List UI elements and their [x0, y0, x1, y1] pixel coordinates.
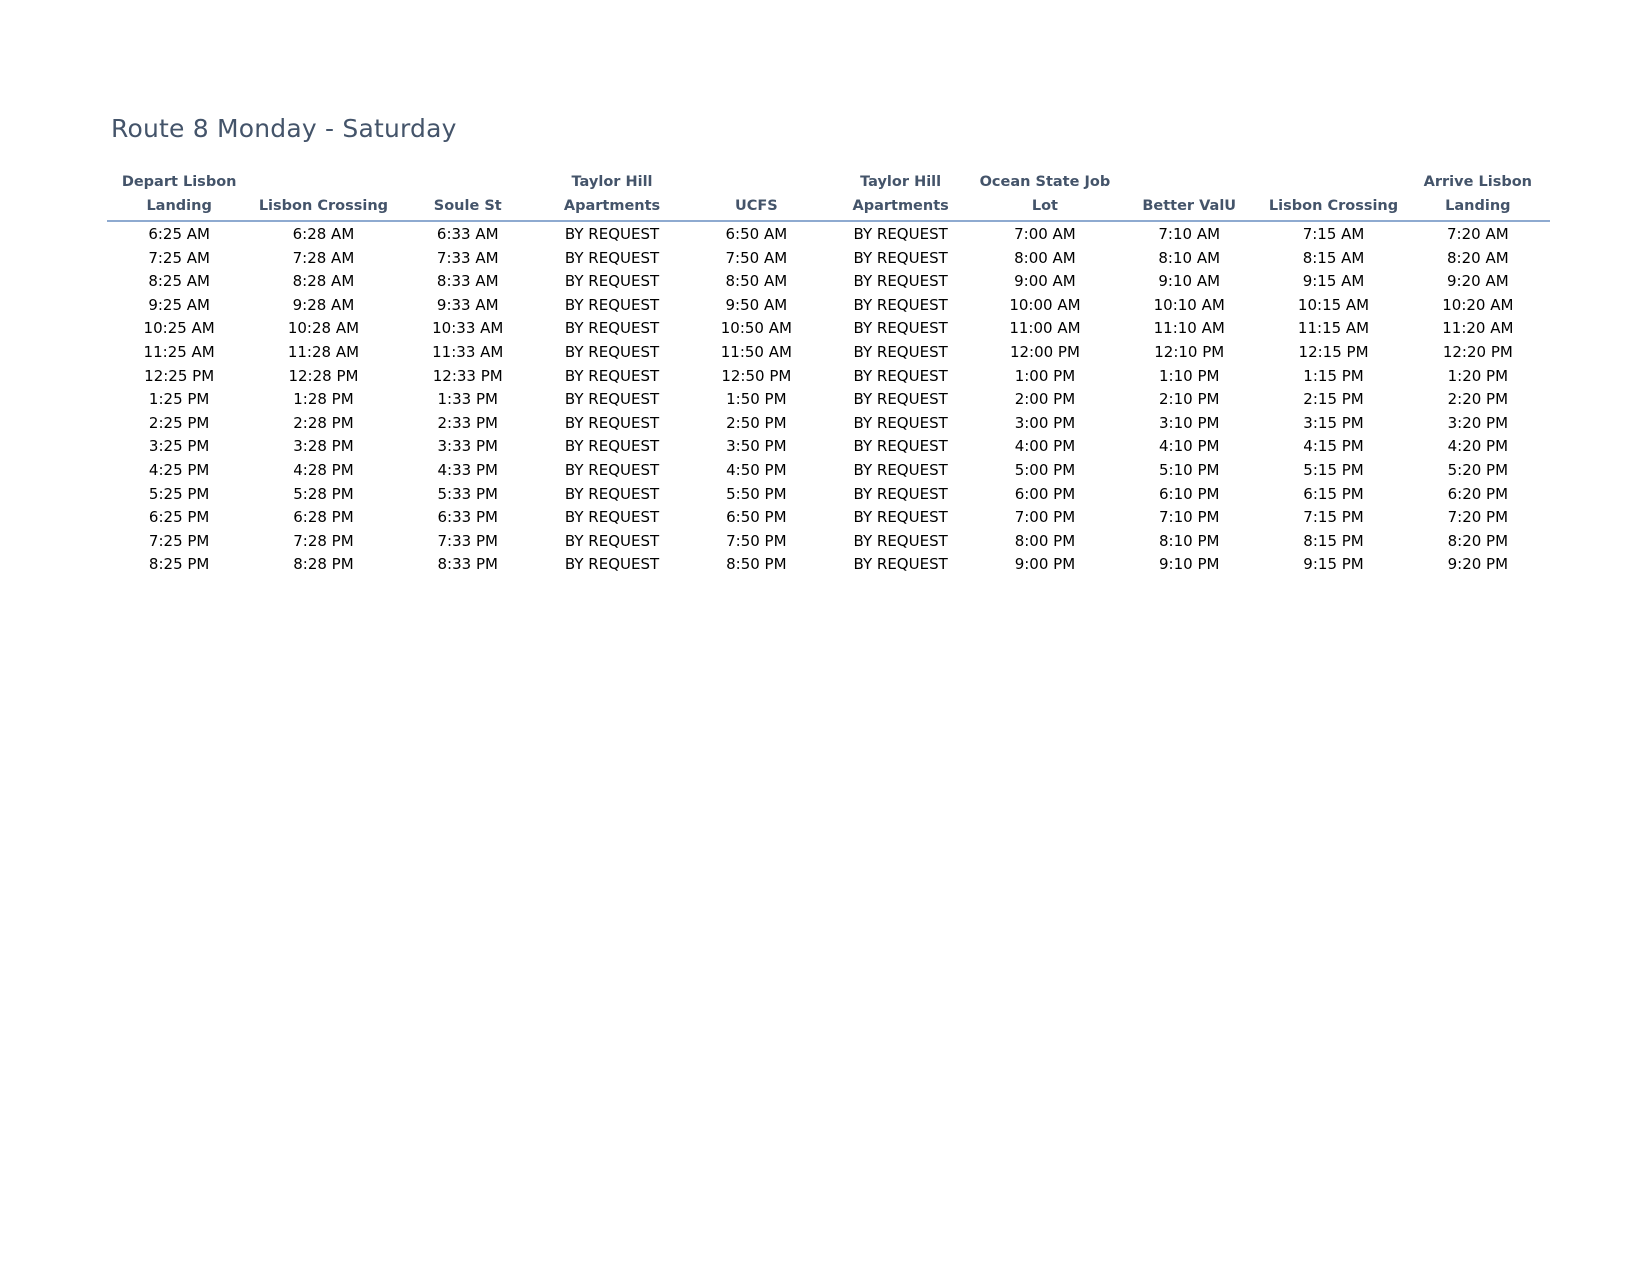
table-cell: 8:28 AM — [292, 272, 355, 291]
column-header-depart-lisbon-landing: Depart Lisbon Landing — [107, 170, 251, 221]
table-cell: 1:10 PM — [1159, 366, 1220, 385]
table-cell: 8:33 AM — [436, 272, 499, 291]
column-header-ucfs: UCFS — [684, 170, 828, 221]
table-cell: 8:10 AM — [1158, 248, 1221, 267]
table-cell: 2:15 PM — [1303, 390, 1364, 409]
table-cell: BY REQUEST — [564, 390, 660, 409]
table-cell: 1:20 PM — [1447, 366, 1509, 385]
table-cell: 4:25 PM — [148, 460, 210, 479]
table-cell: 5:50 PM — [726, 484, 787, 503]
table-cell: 1:00 PM — [1014, 366, 1076, 385]
table-cell: 8:50 PM — [726, 555, 787, 574]
column-header-lisbon-crossing: Lisbon Crossing — [251, 170, 395, 221]
table-cell: 7:50 PM — [726, 531, 787, 550]
table-cell: 11:15 AM — [1297, 319, 1370, 338]
table-cell: 6:33 AM — [436, 225, 499, 243]
table-cell: 5:33 PM — [437, 484, 498, 503]
table-cell: 4:20 PM — [1447, 437, 1509, 456]
schedule-table — [107, 170, 1550, 577]
table-cell: 7:20 AM — [1447, 225, 1509, 243]
table-row — [107, 247, 1550, 271]
table-cell: BY REQUEST — [564, 437, 660, 456]
table-cell: 8:20 PM — [1447, 531, 1509, 550]
table-cell: 1:33 PM — [437, 390, 498, 409]
table-cell: 12:10 PM — [1154, 342, 1225, 361]
table-row — [107, 341, 1550, 365]
table-cell: 6:33 PM — [437, 508, 498, 527]
table-cell: BY REQUEST — [853, 319, 948, 338]
table-cell: 10:00 AM — [1009, 295, 1081, 314]
schedule-header — [107, 170, 1550, 221]
table-cell: BY REQUEST — [853, 366, 948, 385]
table-cell: BY REQUEST — [564, 531, 660, 550]
table-cell: 11:10 AM — [1153, 319, 1225, 338]
table-cell: 2:10 PM — [1159, 390, 1220, 409]
table-cell: BY REQUEST — [564, 413, 660, 432]
table-cell: 6:00 PM — [1014, 484, 1076, 503]
table-cell: 9:15 AM — [1302, 272, 1365, 291]
table-cell: 6:10 PM — [1159, 484, 1220, 503]
table-cell: BY REQUEST — [853, 531, 948, 550]
table-cell: 4:28 PM — [293, 460, 354, 479]
table-cell: BY REQUEST — [853, 225, 948, 243]
table-cell: 8:20 AM — [1447, 248, 1509, 267]
table-cell: 9:28 AM — [292, 295, 355, 314]
table-cell: 1:50 PM — [726, 390, 787, 409]
table-cell: BY REQUEST — [853, 272, 948, 291]
table-cell: 6:25 AM — [148, 225, 210, 243]
table-cell: 2:28 PM — [293, 413, 354, 432]
table-row — [107, 365, 1550, 389]
table-cell: 12:20 PM — [1442, 342, 1513, 361]
page-title: Route 8 Monday - Saturday — [111, 114, 457, 143]
table-cell: 10:25 AM — [143, 319, 215, 338]
table-cell: 4:10 PM — [1159, 437, 1220, 456]
table-cell: 9:20 PM — [1447, 555, 1509, 574]
table-cell: 12:25 PM — [144, 366, 215, 385]
table-cell: 6:20 PM — [1447, 484, 1509, 503]
column-header-ocean-state-job-lot: Ocean State Job Lot — [973, 170, 1117, 221]
table-cell: 9:20 AM — [1447, 272, 1509, 291]
table-cell: 4:50 PM — [726, 460, 787, 479]
table-cell: BY REQUEST — [853, 413, 948, 432]
table-cell: BY REQUEST — [564, 272, 660, 291]
table-cell: BY REQUEST — [853, 248, 948, 267]
table-cell: 6:28 PM — [293, 508, 354, 527]
table-cell: 7:28 PM — [293, 531, 354, 550]
table-cell: 7:00 PM — [1014, 508, 1076, 527]
table-cell: 7:50 AM — [725, 248, 788, 267]
table-cell: BY REQUEST — [564, 366, 660, 385]
table-row — [107, 317, 1550, 341]
table-cell: 1:15 PM — [1303, 366, 1364, 385]
table-cell: 11:20 AM — [1442, 319, 1514, 338]
table-cell: 8:15 PM — [1303, 531, 1364, 550]
table-cell: 7:00 AM — [1014, 225, 1076, 243]
table-cell: 6:25 PM — [148, 508, 210, 527]
table-cell: BY REQUEST — [853, 508, 948, 527]
table-cell: 8:28 PM — [293, 555, 354, 574]
table-cell: 10:10 AM — [1153, 295, 1225, 314]
column-header-better-valu: Better ValU — [1117, 170, 1261, 221]
table-cell: BY REQUEST — [853, 390, 948, 409]
table-cell: 8:33 PM — [437, 555, 498, 574]
table-cell: BY REQUEST — [564, 555, 660, 574]
table-cell: 2:50 PM — [726, 413, 787, 432]
table-cell: 9:50 AM — [725, 295, 788, 314]
table-cell: 10:33 AM — [432, 319, 504, 338]
table-cell: BY REQUEST — [853, 295, 948, 314]
table-cell: 10:50 AM — [720, 319, 792, 338]
table-cell: 11:28 AM — [287, 342, 360, 361]
table-row — [107, 530, 1550, 554]
table-row — [107, 221, 1550, 247]
table-cell: 3:25 PM — [148, 437, 210, 456]
table-cell: 9:25 AM — [148, 295, 210, 314]
table-cell: 3:15 PM — [1303, 413, 1364, 432]
table-cell: 4:33 PM — [437, 460, 498, 479]
table-cell: 9:33 AM — [436, 295, 499, 314]
column-header-arrive-lisbon-landing: Arrive Lisbon Landing — [1406, 170, 1550, 221]
table-row — [107, 388, 1550, 412]
column-header-lisbon-crossing-return: Lisbon Crossing — [1261, 170, 1405, 221]
table-cell: BY REQUEST — [564, 295, 660, 314]
table-cell: 7:10 AM — [1158, 225, 1221, 243]
table-cell: 6:50 AM — [725, 225, 788, 243]
table-cell: 7:15 AM — [1302, 225, 1365, 243]
header-row — [107, 170, 1550, 221]
table-cell: 8:50 AM — [725, 272, 788, 291]
table-cell: 10:20 AM — [1442, 295, 1514, 314]
table-cell: 1:25 PM — [148, 390, 210, 409]
table-cell: 3:00 PM — [1014, 413, 1076, 432]
table-cell: BY REQUEST — [853, 342, 948, 361]
table-cell: BY REQUEST — [853, 460, 948, 479]
table-cell: 9:15 PM — [1303, 555, 1364, 574]
table-cell: 5:00 PM — [1014, 460, 1076, 479]
column-header-taylor-hill-apartments: Taylor Hill Apartments — [540, 170, 684, 221]
table-cell: 5:10 PM — [1159, 460, 1220, 479]
table-cell: 9:00 AM — [1014, 272, 1076, 291]
table-cell: 11:50 AM — [720, 342, 792, 361]
schedule-body — [107, 221, 1550, 577]
table-cell: 7:20 PM — [1447, 508, 1509, 527]
table-row — [107, 294, 1550, 318]
table-cell: 2:00 PM — [1014, 390, 1076, 409]
table-cell: BY REQUEST — [853, 437, 948, 456]
table-cell: 9:10 AM — [1158, 272, 1221, 291]
table-cell: 11:33 AM — [432, 342, 504, 361]
table-cell: 5:28 PM — [293, 484, 354, 503]
table-cell: BY REQUEST — [564, 248, 660, 267]
table-cell: 7:25 PM — [148, 531, 210, 550]
column-header-taylor-hill-apartments-return: Taylor Hill Apartments — [828, 170, 972, 221]
table-cell: 11:25 AM — [143, 342, 215, 361]
table-cell: 12:00 PM — [1009, 342, 1080, 361]
table-cell: 5:15 PM — [1303, 460, 1364, 479]
table-cell: 10:15 AM — [1297, 295, 1370, 314]
table-cell: BY REQUEST — [564, 508, 660, 527]
table-cell: 8:10 PM — [1159, 531, 1220, 550]
table-cell: 8:25 PM — [148, 555, 210, 574]
table-cell: 9:10 PM — [1159, 555, 1220, 574]
table-row — [107, 459, 1550, 483]
table-row — [107, 483, 1550, 507]
table-cell: 3:50 PM — [726, 437, 787, 456]
table-cell: 7:25 AM — [148, 248, 210, 267]
table-cell: 8:25 AM — [148, 272, 210, 291]
table-cell: 7:15 PM — [1303, 508, 1364, 527]
table-cell: 8:00 PM — [1014, 531, 1076, 550]
table-cell: 1:28 PM — [293, 390, 354, 409]
table-cell: 9:00 PM — [1014, 555, 1076, 574]
table-cell: 2:25 PM — [148, 413, 210, 432]
table-cell: 12:50 PM — [721, 366, 792, 385]
table-cell: 5:25 PM — [148, 484, 210, 503]
table-cell: 12:15 PM — [1298, 342, 1369, 361]
table-cell: 3:20 PM — [1447, 413, 1509, 432]
table-cell: BY REQUEST — [564, 225, 660, 243]
column-header-soule-st: Soule St — [396, 170, 540, 221]
table-row — [107, 412, 1550, 436]
table-cell: 4:00 PM — [1014, 437, 1076, 456]
table-cell: 11:00 AM — [1009, 319, 1081, 338]
table-cell: 7:33 PM — [437, 531, 498, 550]
table-cell: 3:33 PM — [437, 437, 498, 456]
table-cell: 12:28 PM — [288, 366, 359, 385]
table-cell: 2:20 PM — [1447, 390, 1509, 409]
table-cell: 2:33 PM — [437, 413, 498, 432]
table-cell: 10:28 AM — [287, 319, 360, 338]
table-cell: 6:15 PM — [1303, 484, 1364, 503]
table-cell: 8:00 AM — [1014, 248, 1076, 267]
table-cell: 3:28 PM — [293, 437, 354, 456]
table-cell: BY REQUEST — [564, 460, 660, 479]
table-row — [107, 270, 1550, 294]
table-cell: 5:20 PM — [1447, 460, 1509, 479]
table-cell: 8:15 AM — [1302, 248, 1365, 267]
table-cell: 6:28 AM — [292, 225, 355, 243]
table-row — [107, 506, 1550, 530]
table-cell: 7:33 AM — [436, 248, 499, 267]
table-cell: BY REQUEST — [853, 555, 948, 574]
table-cell: BY REQUEST — [564, 319, 660, 338]
table-cell: 7:28 AM — [292, 248, 355, 267]
table-cell: BY REQUEST — [853, 484, 948, 503]
table-cell: BY REQUEST — [564, 484, 660, 503]
table-cell: 7:10 PM — [1159, 508, 1220, 527]
table-row — [107, 553, 1550, 577]
table-cell: 3:10 PM — [1159, 413, 1220, 432]
table-row — [107, 435, 1550, 459]
table-cell: 12:33 PM — [432, 366, 503, 385]
table-cell: BY REQUEST — [564, 342, 660, 361]
table-cell: 4:15 PM — [1303, 437, 1364, 456]
table-cell: 6:50 PM — [726, 508, 787, 527]
